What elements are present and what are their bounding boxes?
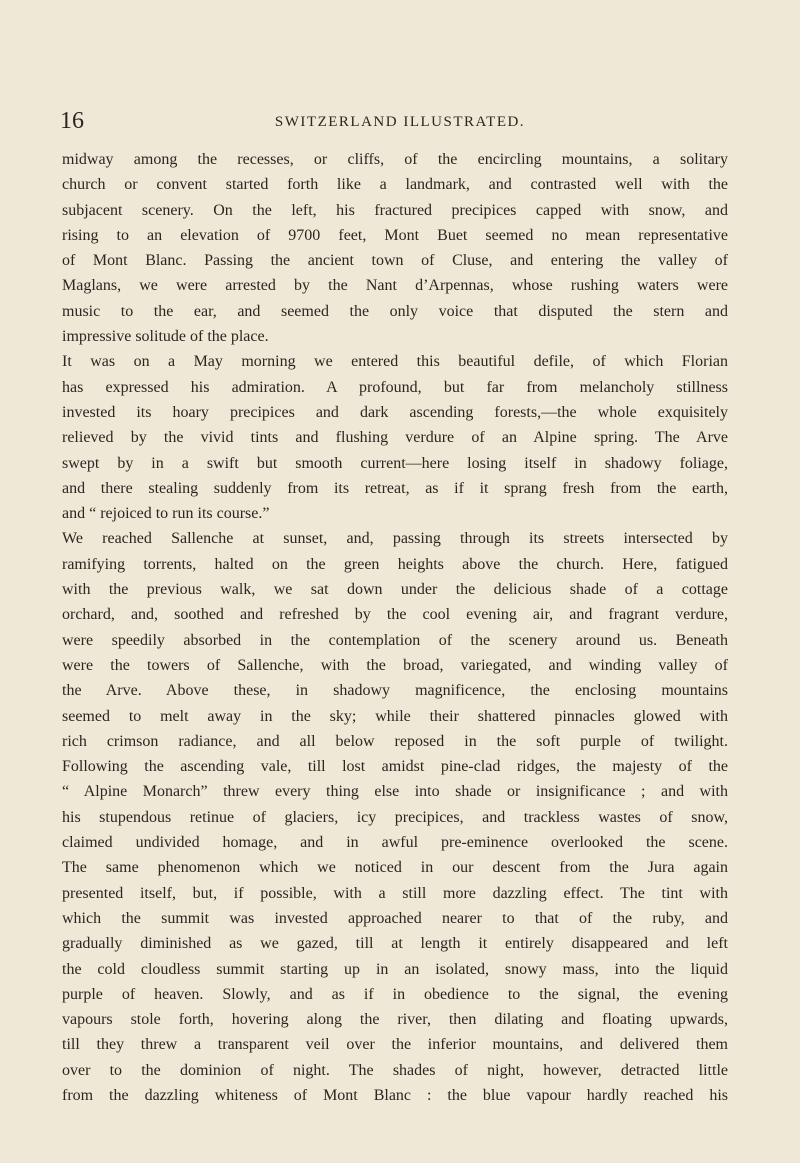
text-line: presented itself, but, if possible, with a still more dazzling effect. The tint with — [62, 884, 728, 902]
text-line: subjacent scenery. On the left, his fractured precipices capped with snow, and — [62, 201, 728, 219]
text-line: vapours stole forth, hovering along the river, then dilating and floating upwards, — [62, 1011, 728, 1029]
text-line: with the previous walk, we sat down under the delicious shade of a cottage — [62, 581, 728, 599]
text-line: and “ rejoiced to run its course.” — [62, 505, 270, 523]
text-line: gradually diminished as we gazed, till at length it entirely disappeared and left — [62, 935, 728, 953]
text-line: midway among the recesses, or cliffs, of the encircling mountains, a solitary — [62, 151, 728, 168]
text-line: of Mont Blanc. Passing the ancient town of Cluse, and entering the valley of — [62, 252, 728, 270]
text-line: purple of heaven. Slowly, and as if in obedience to the signal, the evening — [62, 985, 728, 1003]
text-line: and there stealing suddenly from its retreat, as if it sprang fresh from the earth, — [62, 479, 728, 497]
text-line: We reached Sallenche at sunset, and, passing through its streets intersected by — [62, 530, 728, 548]
text-line: which the summit was invested approached nearer to that of the ruby, and — [62, 909, 728, 927]
text-line: It was on a May morning we entered this beautiful defile, of which Florian — [62, 353, 728, 371]
body-text — [62, 147, 728, 1108]
text-line: impressive solitude of the place. — [62, 328, 269, 346]
text-line: rich crimson radiance, and all below reposed in the soft purple of twilight. — [62, 732, 728, 750]
text-line: from the dazzling whiteness of Mont Blanc : the blue vapour hardly reached his — [62, 1086, 728, 1104]
text-line: Maglans, we were arrested by the Nant d’Arpennas, whose rushing waters were — [62, 277, 728, 295]
text-line: The same phenomenon which we noticed in our descent from the Jura again — [62, 859, 728, 877]
text-line: has expressed his admiration. A profound, but far from melancholy stillness — [62, 378, 728, 396]
text-line: “ Alpine Monarch” threw every thing else into shade or insignificance ; and with — [62, 783, 728, 801]
text-line: music to the ear, and seemed the only voice that disputed the stern and — [62, 302, 728, 320]
text-line: till they threw a transparent veil over the inferior mountains, and delivered them — [62, 1036, 728, 1054]
text-line: orchard, and, soothed and refreshed by the cool evening air, and fragrant verdure, — [62, 606, 728, 624]
text-line: relieved by the vivid tints and flushing verdure of an Alpine spring. The Arve — [62, 429, 728, 447]
page-number: 16 — [60, 108, 84, 134]
text-line: were speedily absorbed in the contemplation of the scenery around us. Beneath — [62, 631, 728, 649]
text-line: invested its hoary precipices and dark ascending forests,—the whole exquisitely — [62, 403, 728, 421]
text-line: claimed undivided homage, and in awful pre-eminence overlooked the scene. — [62, 834, 728, 852]
text-line: swept by in a swift but smooth current—here losing itself in shadowy foliage, — [62, 454, 728, 472]
text-line: rising to an elevation of 9700 feet, Mont Buet seemed no mean representative — [62, 226, 728, 244]
text-line: ramifying torrents, halted on the green heights above the church. Here, fatigued — [62, 555, 728, 573]
text-line: over to the dominion of night. The shades of night, however, detracted little — [62, 1061, 728, 1079]
text-line: church or convent started forth like a landmark, and contrasted well with the — [62, 176, 728, 194]
text-line: the cold cloudless summit starting up in an isolated, snowy mass, into the liquid — [62, 960, 728, 978]
text-line: were the towers of Sallenche, with the broad, variegated, and winding valley of — [62, 656, 728, 674]
text-line: the Arve. Above these, in shadowy magnificence, the enclosing mountains — [62, 682, 728, 700]
text-line: his stupendous retinue of glaciers, icy precipices, and trackless wastes of snow, — [62, 808, 728, 826]
running-title: SWITZERLAND ILLUSTRATED. — [274, 114, 526, 130]
text-line: seemed to melt away in the sky; while their shattered pinnacles glowed with — [62, 707, 728, 725]
text-line: Following the ascending vale, till lost amidst pine-clad ridges, the majesty of the — [62, 758, 728, 776]
